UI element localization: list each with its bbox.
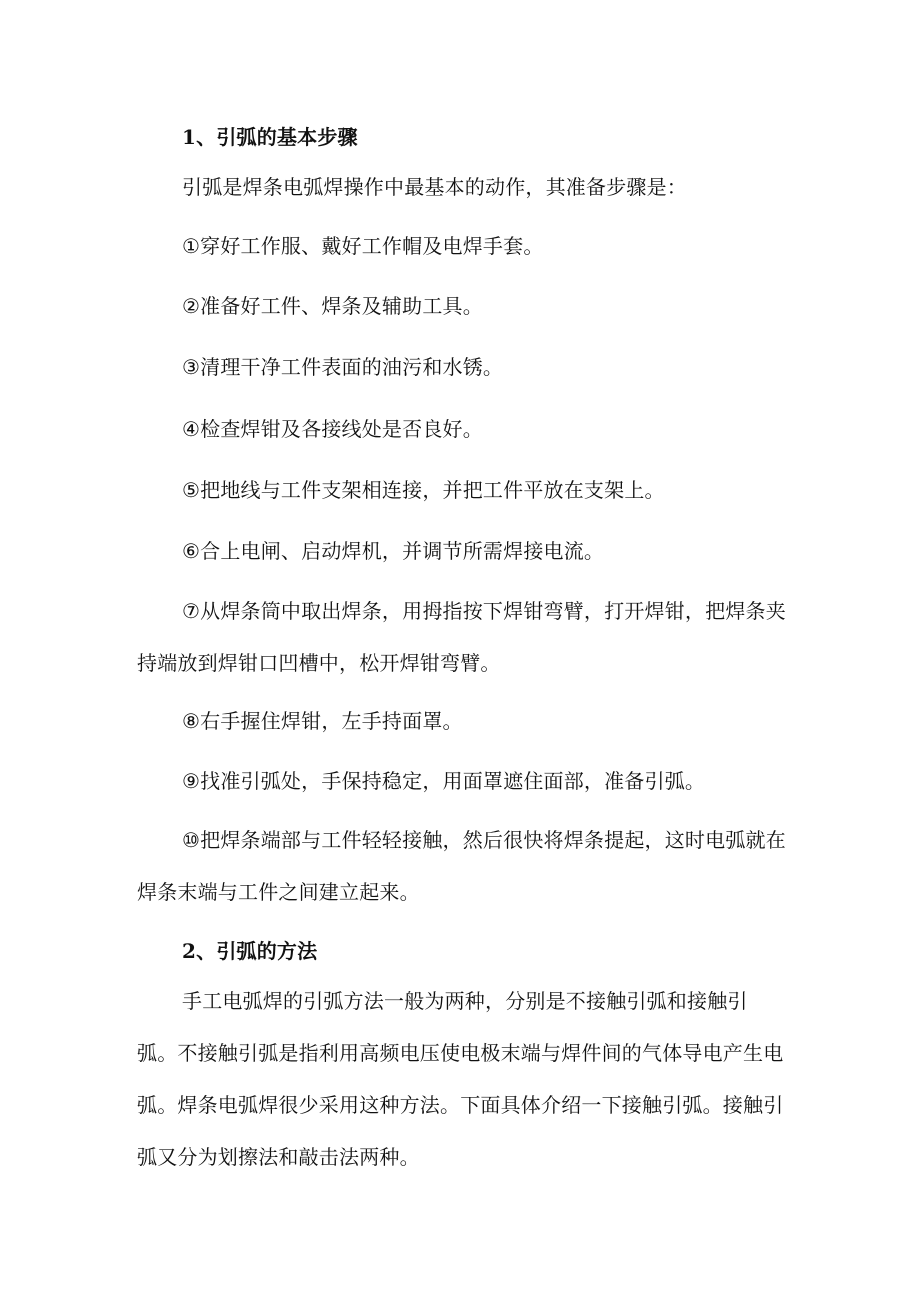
- section-1-heading: 1、引弧的基本步骤: [182, 125, 358, 149]
- step-7: ⑦从焊条筒中取出焊条，用拇指按下焊钳弯臂，打开焊钳，把焊条夹持端放到焊钳口凹槽中，松开焊钳弯臂。: [137, 599, 786, 675]
- section-2-body: 手工电弧焊的引弧方法一般为两种，分别是不接触引弧和接触引弧。不接触引弧是指利用高频电压使电极末端与焊件间的气体导电产生电弧。焊条电弧焊很少采用这种方法。下面具体介绍一下接触引弧。接触引弧又分为划擦法和敲击法两种。: [137, 989, 784, 1169]
- step-10: ⑩把焊条端部与工件轻轻接触，然后很快将焊条提起，这时电弧就在焊条末端与工件之间建立起来。: [137, 828, 786, 904]
- step-8: ⑧右手握住焊钳，左手持面罩。: [182, 709, 463, 733]
- step-4: ④检查焊钳及各接线处是否良好。: [182, 417, 483, 441]
- section-2-heading: 2、引弧的方法: [182, 939, 318, 963]
- step-3: ③清理干净工件表面的油污和水锈。: [182, 355, 504, 379]
- step-9: ⑨找准引弧处，手保持稳定，用面罩遮住面部，准备引弧。: [182, 769, 706, 793]
- step-6: ⑥合上电闸、启动焊机，并调节所需焊接电流。: [182, 539, 605, 563]
- section-1-intro: 引弧是焊条电弧焊操作中最基本的动作，其准备步骤是：: [182, 175, 687, 199]
- step-5: ⑤把地线与工件支架相连接，并把工件平放在支架上。: [182, 478, 665, 502]
- step-2: ②准备好工件、焊条及辅助工具。: [182, 294, 483, 318]
- step-1: ①穿好工作服、戴好工作帽及电焊手套。: [182, 234, 544, 258]
